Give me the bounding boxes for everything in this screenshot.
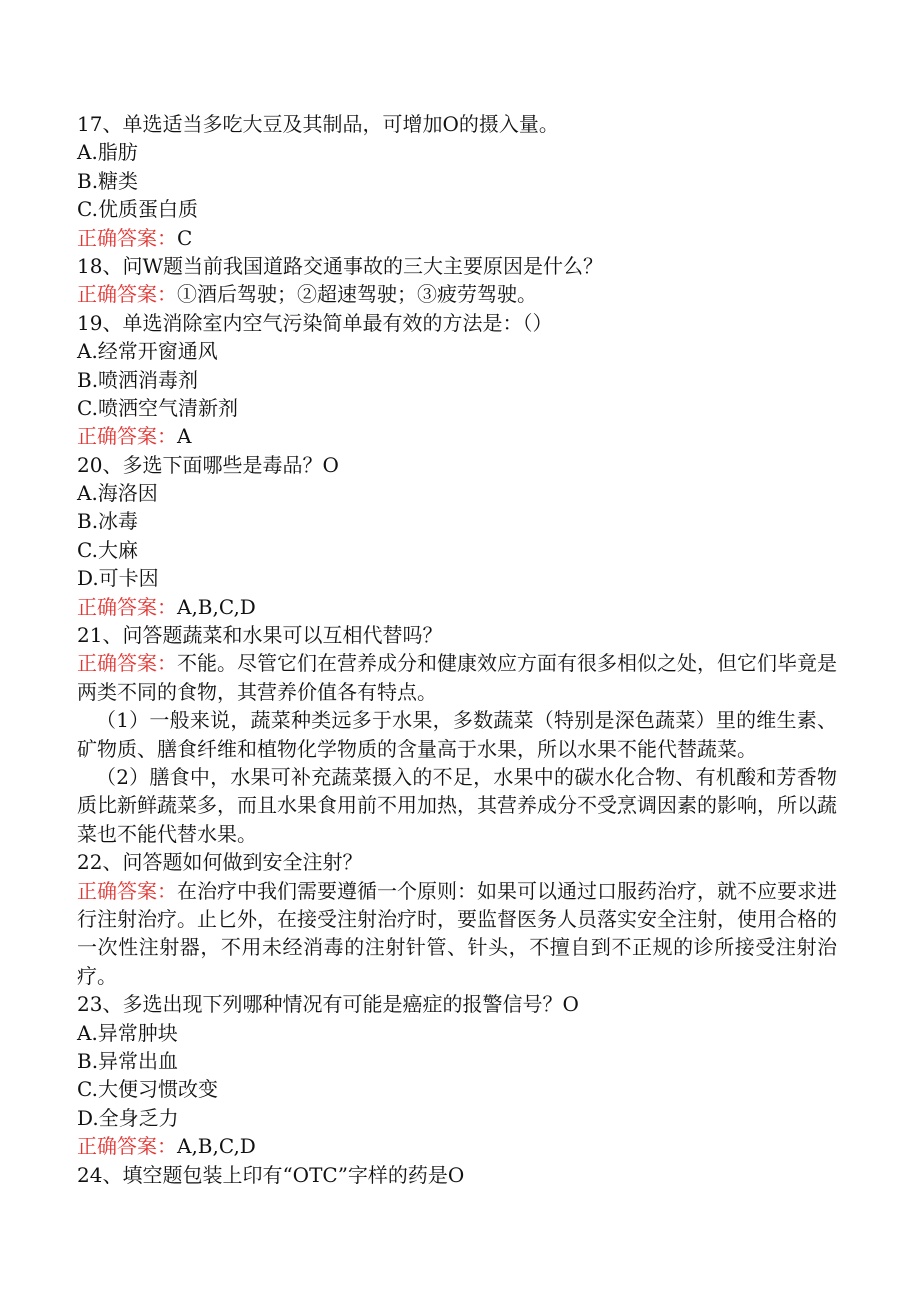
option: B.冰毒: [77, 509, 139, 534]
answer-point: （2）膳食中，水果可补充蔬菜摄入的不足，水果中的碳水化合物、有机酸和芳香物质比新鲜蔬菜多，而且水果食用前不用加热，其营养成分不受烹调因素的影响，所以蔬菜也不能代替水果。: [77, 765, 837, 846]
option: A.脂肪: [77, 140, 138, 165]
answer-text: 在治疗中我们需要遵循一个原则：如果可以通过口服药治疗，就不应要求进行注射治疗。止匕外，在接受注射治疗时，要监督医务人员落实安全注射，使用合格的一次性注射器，不用未经消毒的注射针管、针头，不擅自到不正规的诊所接受注射治疗。: [77, 878, 837, 988]
option: A.经常开窗通风: [77, 339, 218, 364]
answer-label: 正确答案：: [77, 424, 177, 449]
option: D.可卡因: [77, 566, 159, 591]
answer-text: A: [177, 424, 192, 449]
option: D.全身乏力: [77, 1105, 179, 1130]
answer-label: 正确答案：: [77, 1134, 177, 1159]
option: C.优质蛋白质: [77, 197, 198, 222]
answer-line: [77, 280, 837, 308]
answer-text: 不能。尽管它们在营养成分和健康效应方面有很多相似之处，但它们毕竟是两类不同的食物，其营养价值各有特点。: [77, 651, 837, 704]
option: A.海洛因: [77, 481, 158, 506]
option: B.喷洒消毒剂: [77, 367, 199, 392]
question-19: 19、单选消除室内空气污染简单最有效的方法是：（）: [77, 310, 553, 335]
option: A.异常肿块: [77, 1020, 178, 1045]
answer-line: [77, 422, 837, 450]
question-22: 22、问答题如何做到安全注射？: [77, 850, 363, 875]
answer-text: A,B,C,D: [177, 594, 256, 619]
question-23: 23、多选出现下列哪种情况有可能是癌症的报警信号？O: [77, 992, 579, 1017]
answer-text: A,B,C,D: [177, 1134, 256, 1159]
answer-label: 正确答案：: [77, 225, 177, 250]
question-17: 17、单选适当多吃大豆及其制品，可增加O的摄入量。: [77, 112, 559, 136]
question-list: [77, 110, 837, 1189]
answer-label: 正确答案：: [77, 282, 177, 307]
answer-text: C: [177, 225, 193, 250]
question-20: 20、多选下面哪些是毒品？O: [77, 452, 339, 477]
answer-label: 正确答案：: [77, 651, 177, 676]
question-21: 21、问答题蔬菜和水果可以互相代替吗？: [77, 623, 443, 648]
answer-line: [77, 593, 837, 621]
option: C.喷洒空气清新剂: [77, 395, 238, 420]
answer-line: [77, 224, 837, 252]
answer-label: 正确答案：: [77, 878, 177, 903]
answer-point: （1）一般来说，蔬菜种类远多于水果，多数蔬菜（特别是深色蔬菜）里的维生素、矿物质、膳食纤维和植物化学物质的含量高于水果，所以水果不能代替蔬菜。: [77, 708, 837, 761]
question-24: 24、填空题包装上印有“OTC”字样的药是O: [77, 1162, 465, 1187]
answer-text: ①酒后驾驶；②超速驾驶；③疲劳驾驶。: [177, 282, 537, 307]
question-18: 18、问W题当前我国道路交通事故的三大主要原因是什么？: [77, 253, 604, 278]
option: C.大麻: [77, 537, 138, 562]
option: B.糖类: [77, 168, 139, 193]
answer-paragraph: [77, 877, 837, 991]
answer-paragraph: [77, 649, 837, 706]
answer-label: 正确答案：: [77, 594, 177, 619]
option: C.大便习惯改变: [77, 1077, 218, 1102]
answer-line: [77, 1132, 837, 1160]
option: B.异常出血: [77, 1049, 179, 1074]
